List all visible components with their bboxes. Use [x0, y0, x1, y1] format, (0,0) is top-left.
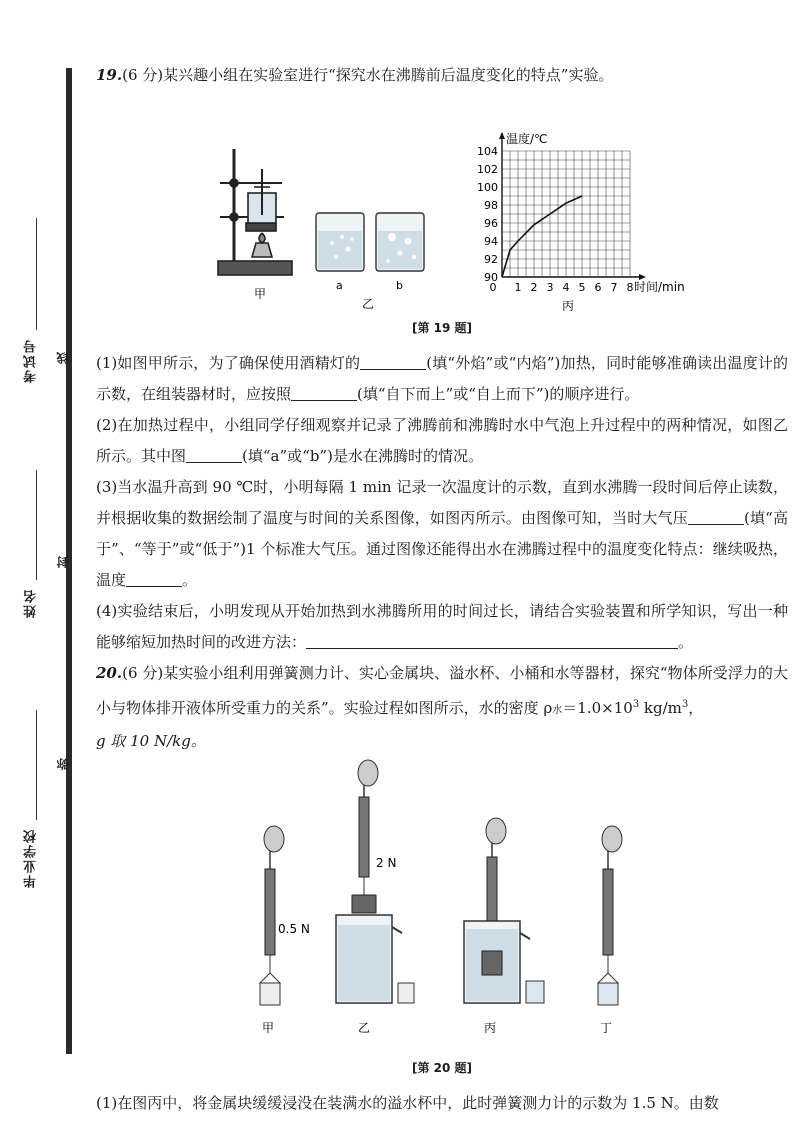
- q20-caption: [第 20 题]: [411, 1061, 473, 1075]
- chart-axes: [499, 132, 646, 280]
- y-tick-label: 102: [477, 163, 498, 176]
- q19-p4-text-b: 。: [678, 633, 694, 651]
- q19-p3-text-b: (填“高于”、“等于”或“低于”)1 个标准大气压。通过图像还能得出水在沸腾过程中的温度变化特点：继续吸热，温度: [96, 509, 788, 589]
- q20-stem: [96, 658, 788, 726]
- y-tick-label: 98: [484, 199, 498, 212]
- q19-caption: [第 19 题]: [411, 321, 473, 335]
- exam-number-line: [36, 218, 37, 330]
- q20-unit-exponent: 3: [681, 699, 689, 710]
- beaker-b: [376, 213, 424, 271]
- q20-stem-text-b: ＝1.0×10: [562, 699, 633, 717]
- q19-p3-text-a: (3)当水温升高到 90 ℃时，小明每隔 1 min 记录一次温度计的示数，直到水沸腾一段时间后停止读数，并根据收集的数据绘制了温度与时间的关系图像，如图丙所示。由图像可知，当时大气压: [96, 478, 788, 527]
- q19-p3-text-c: 。: [182, 571, 198, 589]
- question-content: [96, 60, 788, 1119]
- school-line: [36, 710, 37, 820]
- label-jia-20: 甲: [262, 1021, 275, 1035]
- q19-figure: [96, 91, 788, 311]
- q19-p1-text-b: (填“外焰”或“内焰”)加热，同时能够准确读出温度计的示数，在组装器材时，应按照: [96, 354, 788, 403]
- y-tick-label: 94: [484, 235, 498, 248]
- x-tick-label: 4: [562, 281, 570, 294]
- school-label: 毕业学校: [24, 828, 39, 888]
- y-tick-label: 96: [484, 217, 498, 230]
- label-bing-20: 丙: [484, 1021, 497, 1035]
- scale-jia: [260, 826, 284, 1005]
- y-tick-label: 100: [477, 181, 498, 194]
- seal-char-feng: 封: [56, 556, 70, 568]
- q19-blank-4[interactable]: [688, 506, 744, 525]
- q20-score: (6 分): [122, 664, 164, 682]
- q20-number: 20.: [96, 664, 123, 682]
- q19-part1: [96, 348, 788, 410]
- q19-p4-text-a: (4)实验结束后，小明发现从开始加热到水沸腾所用的时间过长，请结合实验装置和所学知识，写出一种能够缩短加热时间的改进方法：: [96, 602, 788, 651]
- q19-blank-6[interactable]: [306, 630, 678, 649]
- label-jia-19: 甲: [254, 287, 267, 301]
- q19-p2-text-b: (填“a”或“b”)是水在沸腾时的情况。: [242, 447, 483, 465]
- q20-stem-text-a: 某实验小组利用弹簧测力计、实心金属块、溢水杯、小桶和水等器材，探究“物体所受浮力的大小与物体排开液体所受重力的关系”。实验过程如图所示，水的密度 ρ: [96, 664, 788, 717]
- q19-figure-svg: [96, 91, 788, 311]
- chart-y-label: 温度/℃: [506, 132, 548, 146]
- label-a: a: [336, 279, 343, 292]
- q19-p1-text-c: (填“自下而上”或“自上而下”)的顺序进行。: [357, 385, 640, 403]
- q20-part1: (1)在图丙中，将金属块缓缓浸没在装满水的溢水杯中，此时弹簧测力计的示数为 1.5 N。由数: [96, 1094, 719, 1112]
- name-label: 姓名: [24, 588, 39, 618]
- q19-part3: [96, 472, 788, 596]
- seal-char-mi: 弥: [56, 758, 70, 770]
- label-yi-20: 乙: [358, 1021, 371, 1035]
- x-tick-label: 7: [610, 281, 618, 294]
- q20-stem-text-d: ，: [688, 699, 704, 717]
- q20-rho-subscript: 水: [552, 705, 563, 716]
- q19-blank-5[interactable]: [126, 568, 182, 587]
- x-tick-label: 8: [626, 281, 634, 294]
- q20-figure-svg: [96, 757, 788, 1051]
- chart-grid: [502, 151, 630, 277]
- y-tick-label: 104: [477, 145, 498, 158]
- reading-jia: 0.5 N: [278, 922, 310, 936]
- x-tick-label: 6: [594, 281, 602, 294]
- reading-yi: 2 N: [376, 856, 397, 870]
- q20-exponent: 3: [632, 699, 640, 710]
- q19-blank-3[interactable]: [186, 444, 242, 463]
- chart-x-ticks: [490, 281, 634, 294]
- q20-figure: [96, 757, 788, 1051]
- q19-blank-2[interactable]: [291, 382, 357, 401]
- apparatus-jia: [218, 149, 292, 275]
- y-axis-arrow: [499, 132, 505, 139]
- chart-x-label: 时间/min: [634, 280, 685, 294]
- seal-char-xian: 线: [56, 352, 70, 364]
- y-tick-label: 90: [484, 271, 498, 284]
- temperature-chart: [477, 131, 685, 294]
- name-line: [36, 470, 37, 580]
- q19-stem: [96, 60, 788, 91]
- scale-bing: [464, 818, 544, 1003]
- q19-blank-1[interactable]: [360, 351, 426, 370]
- y-tick-label: 92: [484, 253, 498, 266]
- q19-part4: [96, 596, 788, 658]
- label-bing-19: 丙: [562, 299, 575, 311]
- q19-p1-text-a: (1)如图甲所示，为了确保使用酒精灯的: [96, 354, 361, 372]
- q19-number: 19.: [96, 66, 123, 84]
- exam-number-label: 考试号: [24, 338, 39, 383]
- scale-yi: [336, 760, 414, 1003]
- label-ding-20: 丁: [600, 1021, 613, 1035]
- x-tick-label: 0: [489, 281, 497, 294]
- x-tick-label: 2: [530, 281, 538, 294]
- q19-p2-text-a: (2)在加热过程中，小组同学仔细观察并记录了沸腾前和沸腾时水中气泡上升过程中的两种情况，如图乙所示。其中图: [96, 416, 788, 465]
- label-yi-19: 乙: [362, 297, 375, 311]
- q20-stem-text-c: kg/m: [639, 699, 682, 717]
- q20-g-line: g 取 10 N/kg。: [96, 732, 206, 750]
- x-tick-label: 5: [578, 281, 586, 294]
- beaker-a: [316, 213, 364, 271]
- q19-score: (6 分): [122, 66, 164, 84]
- scale-ding: [598, 826, 622, 1005]
- q19-stem-text: 某兴趣小组在实验室进行“探究水在沸腾前后温度变化的特点”实验。: [163, 66, 614, 84]
- x-tick-label: 1: [514, 281, 522, 294]
- x-tick-label: 3: [546, 281, 554, 294]
- chart-y-ticks: [477, 145, 498, 284]
- q19-part2: [96, 410, 788, 472]
- label-b: b: [396, 279, 403, 292]
